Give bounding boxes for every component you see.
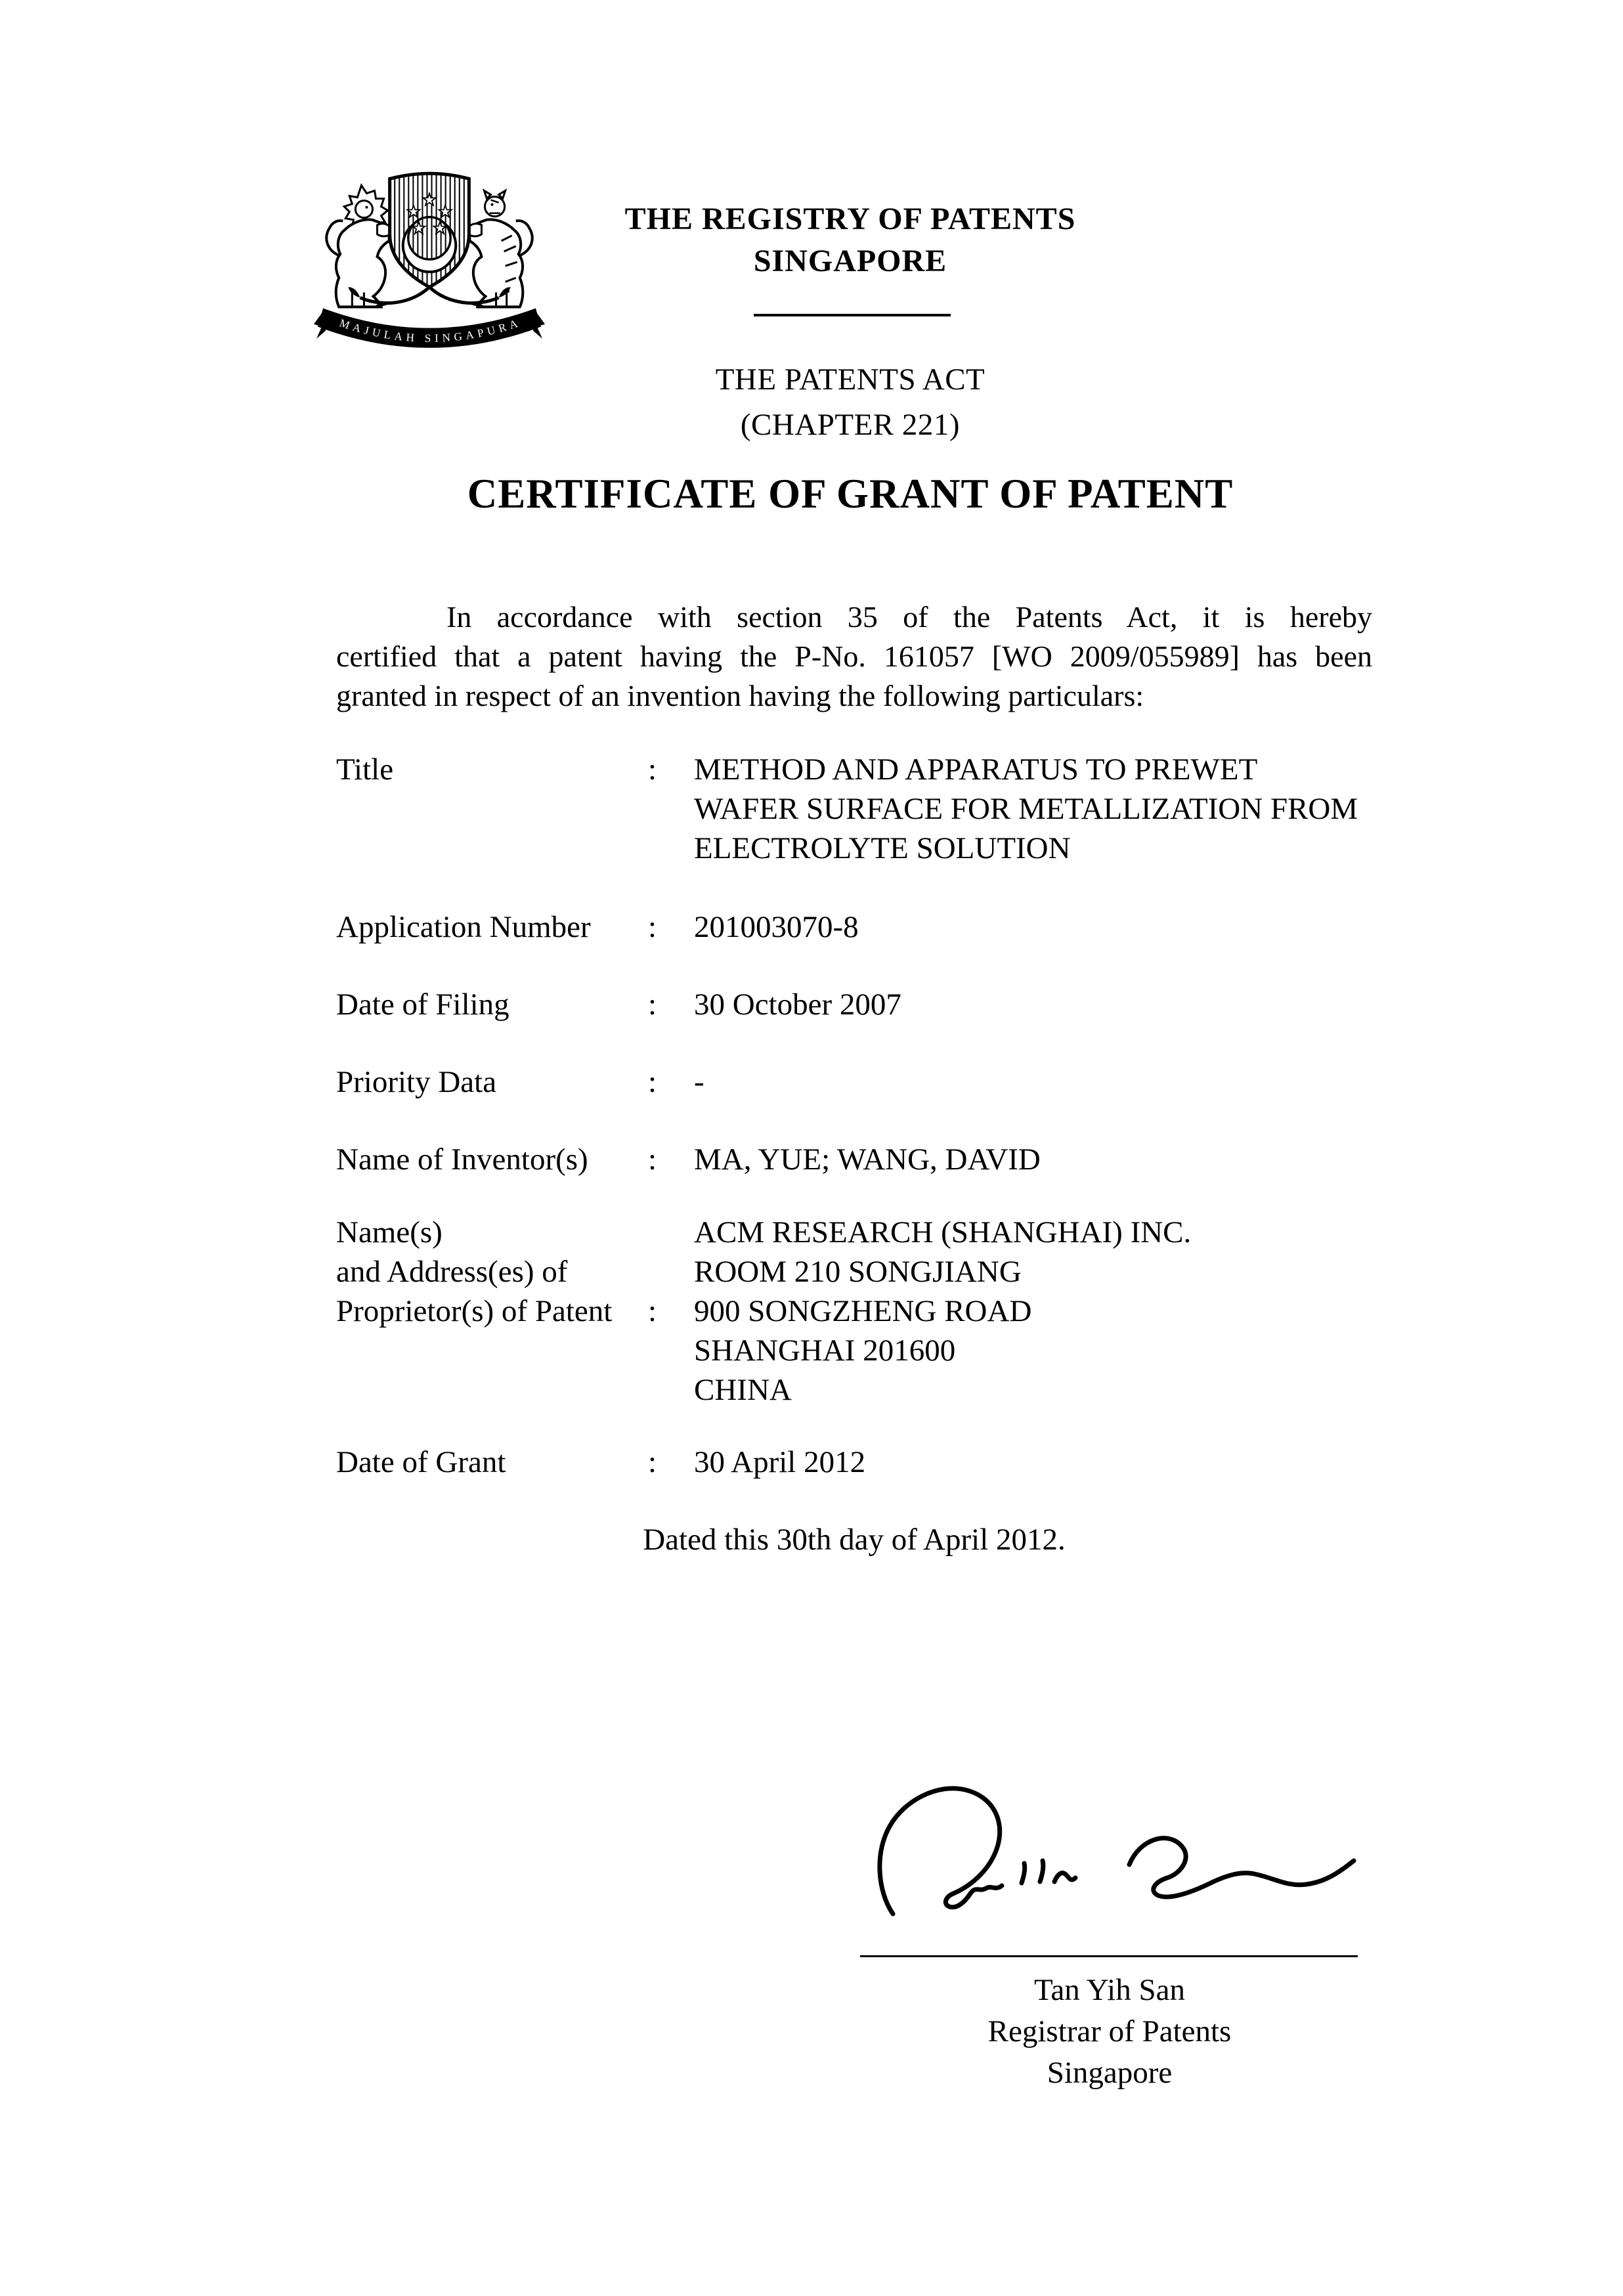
field-value (694, 1213, 1191, 1410)
field-colon: : (648, 1294, 657, 1328)
registry-heading-line2: SINGAPORE (753, 244, 947, 278)
field-row-priority-data (336, 1062, 704, 1102)
motto-banner (314, 308, 545, 347)
signatory-name: Tan Yih San (1034, 1973, 1185, 2007)
field-value: MA, YUE; WANG, DAVID (694, 1142, 1041, 1177)
title-value-line: ELECTROLYTE SOLUTION (694, 831, 1071, 865)
signature-rule (860, 1955, 1358, 1957)
field-row-date-of-filing (336, 985, 901, 1024)
proprietor-value-line: ACM RESEARCH (SHANGHAI) INC. (694, 1215, 1192, 1249)
registrar-signature-icon (854, 1773, 1366, 1937)
intro-line: In accordance with section 35 of the Patents Act, it is hereby (446, 600, 1372, 634)
proprietor-value-line: ROOM 210 SONGJIANG (694, 1255, 1022, 1289)
field-label: Priority Data (336, 1065, 497, 1099)
field-value (694, 750, 1358, 868)
signatory-block (860, 1970, 1359, 2094)
field-label: Date of Filing (336, 987, 509, 1022)
motto-text: MAJULAH SINGAPURA (337, 316, 521, 345)
shield-icon (390, 173, 469, 287)
dated-line: Dated this 30th day of April 2012. (643, 1523, 1066, 1557)
intro-paragraph (336, 597, 1372, 716)
field-label: Application Number (336, 910, 591, 944)
signatory-role: Registrar of Patents (987, 2014, 1232, 2048)
field-row-date-of-grant (336, 1442, 865, 1482)
field-colon: : (648, 987, 657, 1022)
proprietor-value-line: SHANGHAI 201600 (694, 1333, 956, 1368)
field-value: 30 October 2007 (694, 987, 901, 1022)
field-colon: : (648, 1142, 657, 1177)
proprietor-label-line: and Address(es) of (336, 1255, 568, 1289)
field-colon: : (648, 752, 657, 787)
field-label: Date of Grant (336, 1445, 506, 1479)
coat-of-arms-graphic (314, 156, 545, 355)
proprietor-label-line: Name(s) (336, 1215, 443, 1249)
field-row-proprietors (336, 1213, 1191, 1410)
field-row-title (336, 750, 1358, 868)
intro-line: certified that a patent having the P-No. 161057 [WO 2009/055989] has been (336, 639, 1372, 673)
signatory-place: Singapore (1047, 2056, 1173, 2090)
field-row-inventors (336, 1140, 1041, 1179)
field-row-application-number (336, 907, 859, 947)
header-divider-rule (754, 314, 951, 316)
field-colon: : (648, 1065, 657, 1099)
patents-act-heading (552, 357, 1149, 448)
field-value: 201003070-8 (694, 910, 859, 944)
certificate-title: CERTIFICATE OF GRANT OF PATENT (467, 471, 1234, 517)
patents-act-chapter: (CHAPTER 221) (740, 408, 961, 442)
field-colon: : (648, 910, 657, 944)
field-label (336, 1213, 648, 1410)
title-value-line: METHOD AND APPARATUS TO PREWET (694, 752, 1258, 787)
field-label: Name of Inventor(s) (336, 1142, 588, 1177)
field-colon: : (648, 1445, 657, 1479)
registry-heading (552, 198, 1149, 282)
patents-act-name: THE PATENTS ACT (715, 362, 985, 397)
tiger-supporter-icon (468, 190, 532, 307)
field-value: - (694, 1065, 704, 1099)
lion-supporter-icon (326, 185, 390, 307)
registry-heading-line1: THE REGISTRY OF PATENTS (624, 202, 1076, 236)
singapore-coat-of-arms (314, 156, 545, 355)
proprietor-value-line: CHINA (694, 1373, 792, 1407)
field-value: 30 April 2012 (694, 1445, 866, 1479)
proprietor-value-line: 900 SONGZHENG ROAD (694, 1294, 1032, 1328)
title-value-line: WAFER SURFACE FOR METALLIZATION FROM (694, 792, 1358, 826)
proprietor-label-line: Proprietor(s) of Patent (336, 1294, 613, 1328)
field-label: Title (336, 752, 394, 787)
intro-line: granted in respect of an invention having the following particulars: (336, 679, 1144, 712)
